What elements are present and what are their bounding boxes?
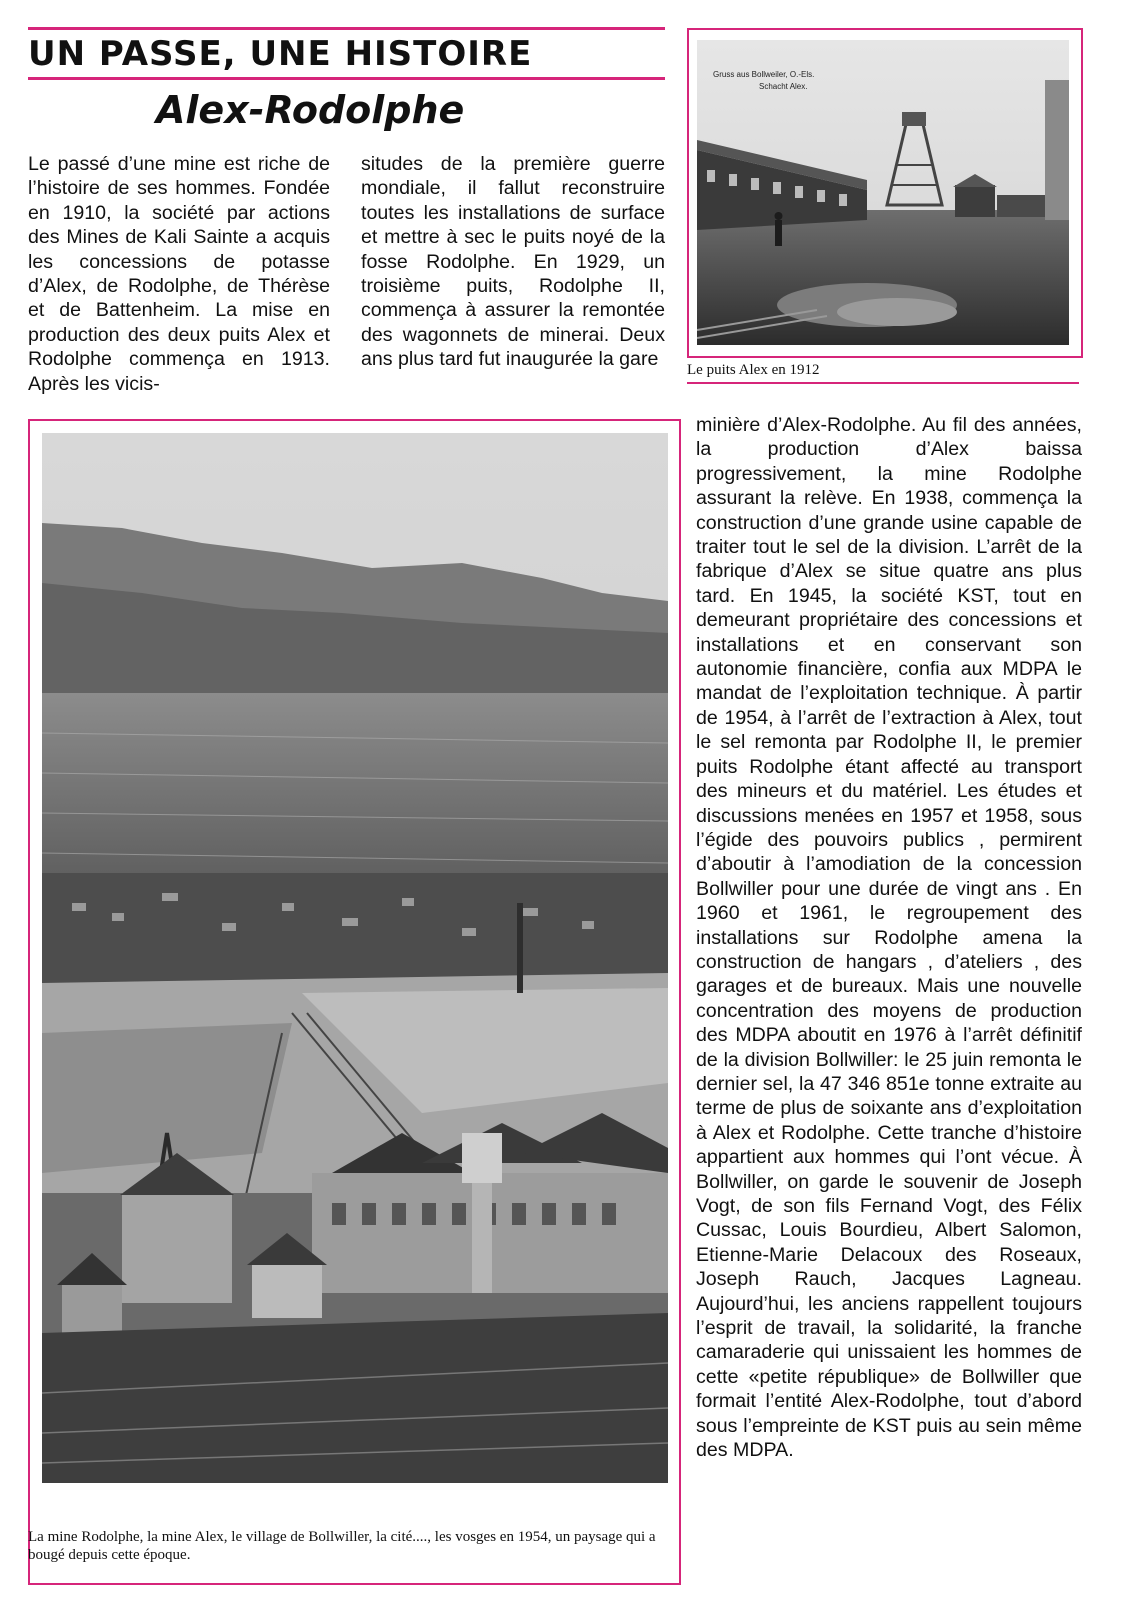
main-photo-rodolphe-1954: [42, 433, 668, 1483]
column-3-text: minière d’Alex-Rodolphe. Au fil des années, la production d’Alex baissa progressivement, la mine Rodolphe assurant la relève. En 1938, commença la construction d’une grande usine capable de traiter tout le sel de la division. L’arrêt de la fabrique d’Alex se situe quatre ans plus tard. En 1945, la société KST, tout en demeurant propriétaire des concessions et installations et en conservant son autonomie financière, confia aux MDPA le mandat de l’exploitation technique. À partir de 1954, à l’arrêt de l’extraction à Alex, tout le sel remonta par Rodolphe II, le premier puits Rodolphe étant affecté au transport des mineurs et du matériel. Les études et discussions menées en 1957 et 1958, sous l’égide des pouvoirs publics , permirent d’aboutir à l’amodiation de la concession Bollwiller pour une durée de vingt ans . En 1960 et 1961, le regroupement des installations sur Rodolphe amena la construction de hangars , d’ateliers , des garages et de bureaux. Mais une nouvelle concentration des moyens de production des MDPA aboutit en 1976 à l’arrêt définitif de la division Bollwiller: le 25 juin remonta le dernier sel, la 47 346 851e tonne extraite au terme de plus de soixante ans d’exploitation à Alex et Rodolphe. Cette tranche d’histoire appartient aux hommes qui l’ont vécue. À Bollwiller, on garde le souvenir de Joseph Vogt, de son fils Fernand Vogt, des Félix Cussac, Louis Bourdieu, Albert Salomon, Etienne-Marie Delacoux des Roseaux, Joseph Rauch, Jacques Lagneau. Aujourd’hui, les anciens rappellent toujours l’esprit de travail, la solidarité, la franche camaraderie qui unissaient les hommes de cette «petite république» de Bollwiller que formait l’entité Alex-Rodolphe, tout d’abord sous l’empreinte de KST puis au sein même des MDPA.: [696, 414, 1082, 1462]
title-rule-bottom: [28, 77, 665, 80]
postcard-caption-line-2: Schacht Alex.: [759, 82, 808, 91]
column-1-text: Le passé d’une mine est riche de l’histoire de ses hommes. Fondée en 1910, la société par actions des Mines de Kali Sainte a acquis les concessions de potasse d’Alex, de Rodolphe, de Thérèse et de Battenheim. La mise en production des deux puits Alex et Rodolphe commença en 1913. Après les vicis-: [28, 153, 330, 395]
top-photo-caption: Le puits Alex en 1912: [687, 362, 820, 378]
landscape-image: [42, 433, 668, 1483]
page-title: UN PASSE, UNE HISTOIRE: [28, 34, 533, 74]
top-photo-alex-1912: [697, 40, 1069, 345]
article-column-2: [361, 152, 665, 372]
article-column-1: [28, 152, 330, 396]
main-photo-caption: La mine Rodolphe, la mine Alex, le village de Bollwiller, la cité...., les vosges en 1954, un paysage qui a bougé depuis cette époque.: [28, 1529, 656, 1563]
title-rule-top: [28, 27, 665, 30]
article-column-3: [696, 413, 1082, 1462]
top-photo-caption-rule: [687, 382, 1079, 384]
postcard-caption-line-1: Gruss aus Bollweiler, O.-Els.: [713, 70, 815, 79]
column-2-text: situdes de la première guerre mondiale, il fallut reconstruire toutes les installations de surface et mettre à sec le puits noyé de la fosse Rodolphe. En 1929, un troisième puits, Rodolphe II, commença à assurer la remontée des wagonnets de minerai. Deux ans plus tard fut inaugurée la gare: [361, 153, 665, 371]
article-subtitle: Alex-Rodolphe: [156, 88, 465, 132]
postcard-image: [697, 40, 1069, 345]
